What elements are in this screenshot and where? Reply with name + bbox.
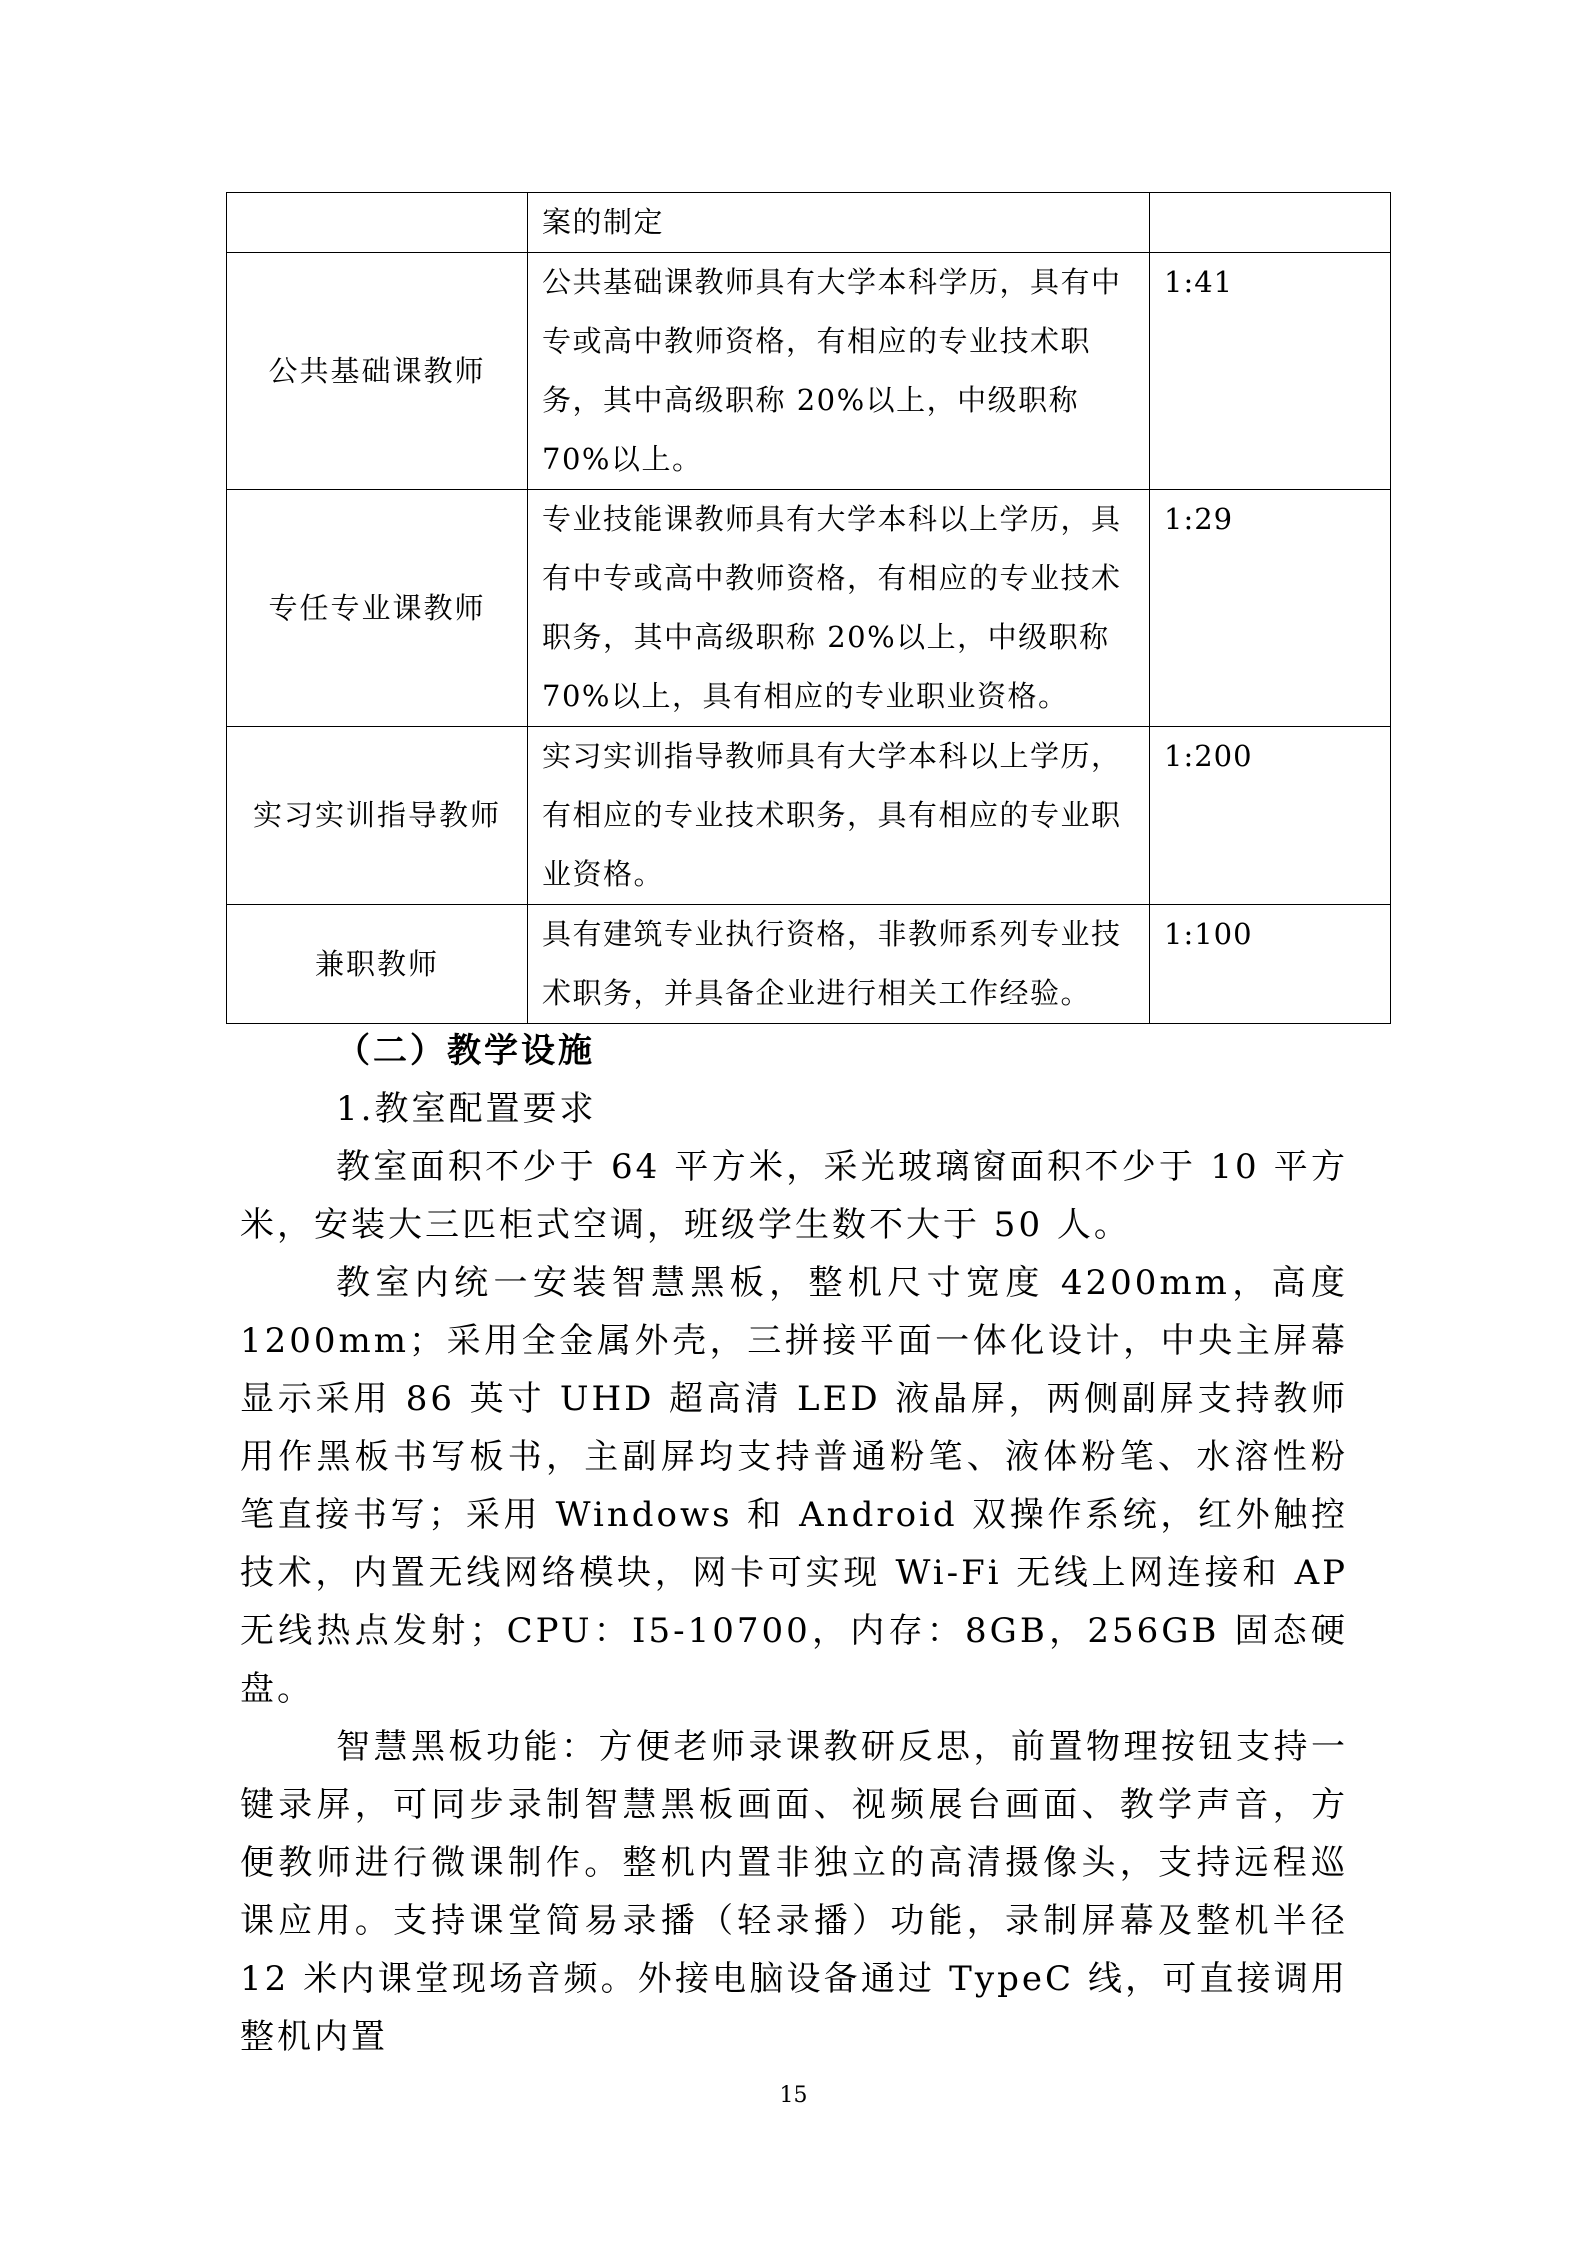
paragraph-smart-board-spec: 教室内统一安装智慧黑板，整机尺寸宽度 4200mm，高度 1200mm；采用全金属外壳，三拼接平面一体化设计，中央主屏幕显示采用 86 英寸 UHD 超高清 LED 液晶屏，两侧副屏支持教师用作黑板书写板书，主副屏均支持普通粉笔、液体粉笔、水溶性粉笔直接书写；采用 Windows 和 Android 双操作系统，红外触控技术，内置无线网络模块，网卡可实现 Wi-Fi 无线上网连接和 AP 无线热点发射；CPU：I5-10700，内存：8GB，256GB 固态硬盘。 [240, 1263, 1348, 1709]
paragraph-smart-board-function: 智慧黑板功能：方便老师录课教研反思，前置物理按钮支持一键录屏，可同步录制智慧黑板画面、视频展台画面、教学声音，方便教师进行微课制作。整机内置非独立的高清摄像头，支持远程巡课应用。支持课堂简易录播（轻录播）功能，录制屏幕及整机半径 12 米内课堂现场音频。外接电脑设备通过 TypeC 线，可直接调用整机内置 [240, 1727, 1348, 2057]
table-row [227, 490, 1391, 727]
table-cell-ratio [1150, 193, 1391, 253]
table-cell-requirement: 实习实训指导教师具有大学本科以上学历，有相应的专业技术职务，具有相应的专业职业资格。 [528, 727, 1150, 905]
table-cell-role [227, 193, 528, 253]
table-cell-ratio: 1:29 [1150, 490, 1391, 727]
table-cell-requirement: 案的制定 [528, 193, 1150, 253]
table-cell-requirement: 具有建筑专业执行资格，非教师系列专业技术职务，并具备企业进行相关工作经验。 [528, 905, 1150, 1024]
table-row [227, 727, 1391, 905]
table-row [227, 905, 1391, 1024]
section-subheading: 1.教室配置要求 [336, 1089, 597, 1129]
teacher-staffing-table [226, 192, 1391, 1024]
table-cell-role: 实习实训指导教师 [227, 727, 528, 905]
table-cell-role: 公共基础课教师 [227, 253, 528, 490]
table-cell-ratio: 1:200 [1150, 727, 1391, 905]
section-heading: （二）教学设施 [336, 1031, 595, 1071]
table-cell-ratio: 1:41 [1150, 253, 1391, 490]
table-cell-requirement: 专业技能课教师具有大学本科以上学历，具有中专或高中教师资格，有相应的专业技术职务，其中高级职称 20%以上，中级职称 70%以上，具有相应的专业职业资格。 [528, 490, 1150, 727]
table-cell-ratio: 1:100 [1150, 905, 1391, 1024]
table-row [227, 193, 1391, 253]
page-number: 15 [779, 2083, 808, 2108]
table-cell-role: 兼职教师 [227, 905, 528, 1024]
paragraph-classroom-size: 教室面积不少于 64 平方米，采光玻璃窗面积不少于 10 平方米，安装大三匹柜式空调，班级学生数不大于 50 人。 [240, 1147, 1348, 1245]
table-cell-requirement: 公共基础课教师具有大学本科学历，具有中专或高中教师资格，有相应的专业技术职务，其中高级职称 20%以上，中级职称 70%以上。 [528, 253, 1150, 490]
table-row [227, 253, 1391, 490]
table-cell-role: 专任专业课教师 [227, 490, 528, 727]
section-body [240, 1022, 1348, 2066]
